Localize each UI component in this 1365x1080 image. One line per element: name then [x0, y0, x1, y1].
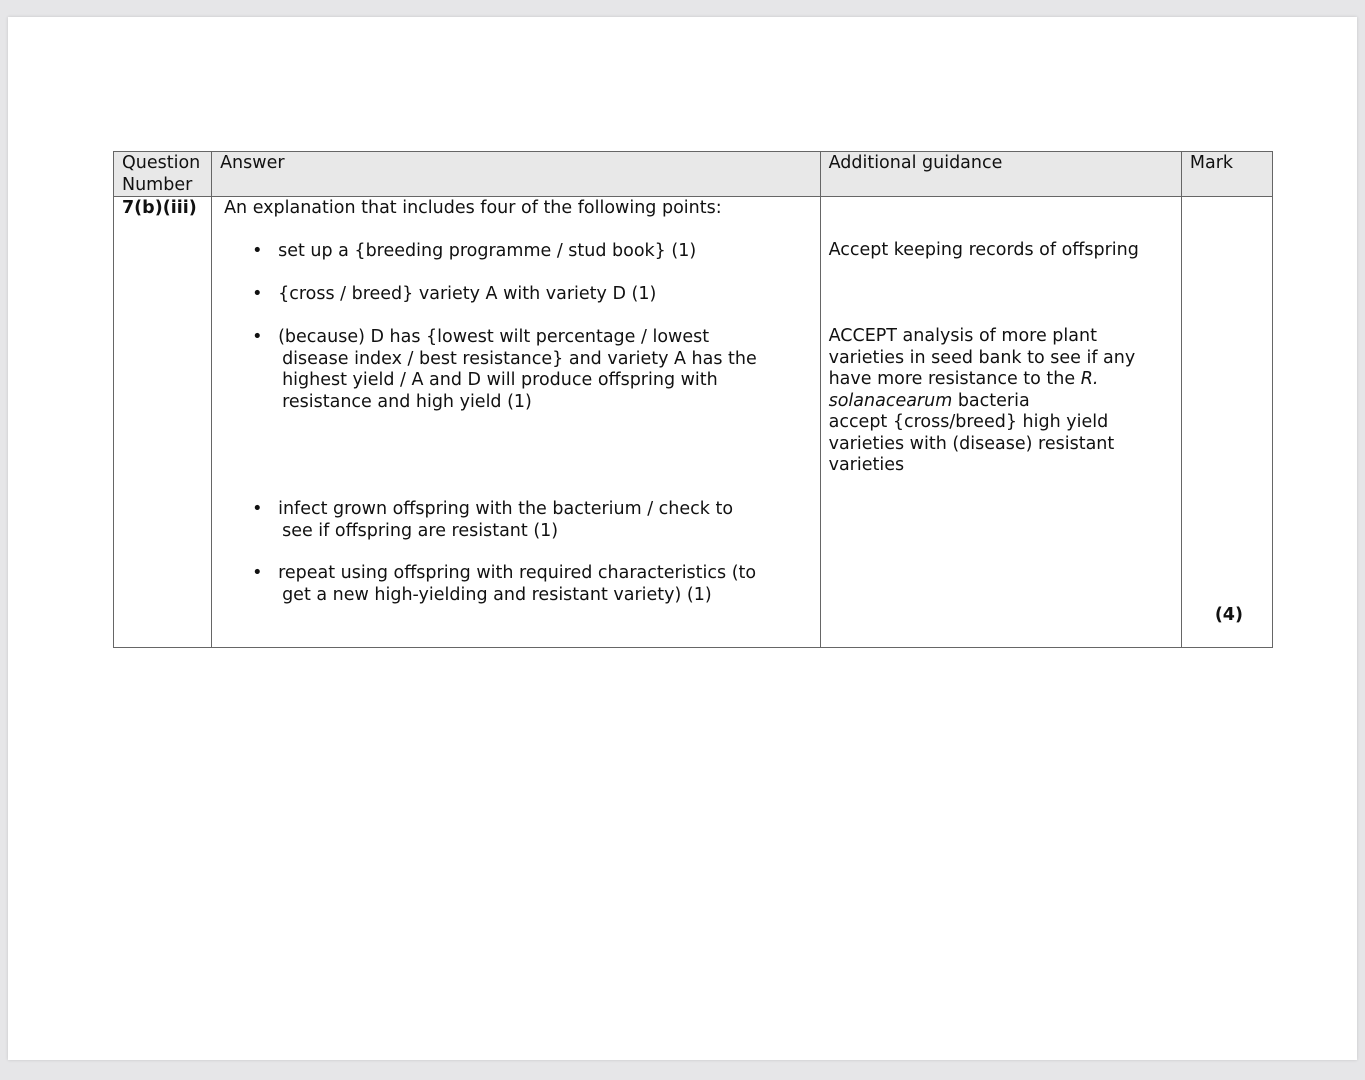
header-mark: [1181, 152, 1272, 197]
bullet-icon: •: [252, 499, 263, 519]
answer-point-2: [252, 284, 802, 306]
bullet-icon: •: [252, 563, 263, 583]
guidance-note-3: accept {cross/breed} high yield varieties with (disease) resistant varieties: [828, 412, 1115, 475]
header-mark-label: Mark: [1189, 153, 1234, 173]
guidance-species-name: R. solanacearum: [828, 369, 1099, 411]
guidance-note-2-text: ACCEPT analysis of more plant varieties in seed bank to see if any have more resistance to the: [828, 326, 1136, 389]
answer-point-1: [252, 241, 802, 263]
bullet-icon: •: [252, 284, 263, 304]
answer-point-5: [252, 563, 772, 606]
answer-point-text: repeat using offspring with required characteristics (to get a new high-yielding and resistant variety) (1): [278, 563, 757, 605]
answer-point-4: [252, 499, 762, 542]
header-answer: [212, 152, 821, 197]
answer-point-text: set up a {breeding programme / stud book} (1): [278, 241, 697, 261]
header-answer-label: Answer: [220, 153, 285, 173]
answer-point-text: {cross / breed} variety A with variety D (1): [278, 284, 657, 304]
answer-point-text: (because) D has {lowest wilt percentage / lowest disease index / best resistance} and variety A has the highest yield / A and D will produce offspring with resistance and high yield (1): [278, 327, 757, 412]
bullet-icon: •: [252, 241, 263, 261]
answer-point-3: [252, 327, 772, 413]
header-guidance: [820, 152, 1181, 197]
answer-cell: [212, 197, 821, 648]
answer-intro: An explanation that includes four of the following points:: [224, 198, 722, 218]
mark-scheme-table: [113, 151, 1273, 648]
question-number-cell: [114, 197, 212, 648]
mark-cell: [1181, 197, 1272, 648]
header-row: [114, 152, 1273, 197]
document-page: [8, 17, 1357, 1060]
guidance-cell: [820, 197, 1181, 648]
header-question-number-label: Question Number: [122, 153, 201, 195]
mark-value: (4): [1214, 605, 1243, 625]
table-row: [114, 197, 1273, 648]
header-question-number: [114, 152, 212, 197]
guidance-note-1: Accept keeping records of offspring: [828, 240, 1139, 260]
question-number: 7(b)(iii): [122, 198, 197, 218]
answer-point-text: infect grown offspring with the bacterium / check to see if offspring are resistant (1): [278, 499, 734, 541]
bullet-icon: •: [252, 327, 263, 347]
header-guidance-label: Additional guidance: [828, 153, 1003, 173]
guidance-note-2: [829, 326, 1164, 477]
guidance-note-2-tail: bacteria: [952, 390, 1030, 411]
